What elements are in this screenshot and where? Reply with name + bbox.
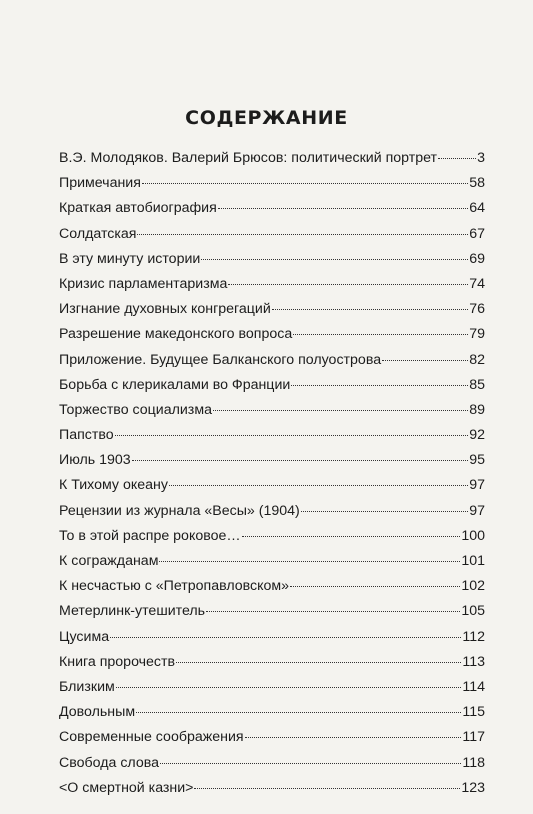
toc-entry-page-number: 97: [469, 502, 485, 519]
toc-entry-page-number: 89: [469, 401, 485, 418]
toc-entry-page-number: 115: [462, 704, 485, 721]
toc-entry: [59, 377, 485, 402]
dot-leader: [115, 435, 469, 436]
dot-leader: [293, 334, 468, 335]
toc-entry-title: Книга пророчеств: [59, 653, 176, 670]
toc-entry-page-number: 102: [461, 578, 485, 595]
toc-entry: [59, 679, 485, 704]
toc-entry-title: К несчастью с «Петропавловском»: [59, 578, 290, 595]
table-of-contents: [59, 150, 485, 805]
dot-leader: [142, 183, 468, 184]
toc-entry-title: В.Э. Молодяков. Валерий Брюсов: политический портрет: [59, 150, 438, 166]
toc-entry: [59, 301, 485, 326]
toc-entry-title: Рецензии из журнала «Весы» (1904): [59, 502, 300, 519]
toc-entry-page-number: 100: [461, 527, 485, 544]
toc-entry-page-number: 69: [469, 250, 485, 267]
toc-entry: [59, 251, 485, 276]
dot-leader: [291, 385, 468, 386]
toc-entry-title: К согражданам: [59, 553, 159, 569]
dot-leader: [169, 485, 468, 486]
toc-entry: [59, 755, 485, 780]
toc-entry-title: Цусима: [59, 628, 110, 645]
toc-entry-title: Примечания: [59, 175, 141, 192]
toc-entry-page-number: 112: [462, 628, 485, 645]
toc-entry-title: Кризис парламентаризма: [59, 275, 228, 292]
toc-entry: [59, 503, 485, 528]
toc-entry-title: То в этой распре роковое…: [59, 527, 241, 544]
dot-leader: [176, 662, 461, 663]
toc-entry-title: Торжество социализма: [59, 401, 212, 418]
toc-entry: [59, 452, 485, 477]
page-title: СОДЕРЖАНИЕ: [185, 107, 348, 129]
toc-entry-title: Июль 1903: [59, 452, 131, 469]
toc-entry-title: Близким: [59, 678, 115, 695]
dot-leader: [382, 360, 468, 361]
toc-entry-page-number: 85: [469, 376, 485, 393]
dot-leader: [132, 460, 469, 461]
dot-leader: [206, 611, 460, 612]
dot-leader: [137, 234, 468, 235]
toc-entry-title: Свобода слова: [59, 754, 160, 771]
dot-leader: [136, 712, 461, 713]
toc-entry-page-number: 82: [469, 351, 485, 368]
toc-entry-page-number: 123: [461, 779, 485, 796]
dot-leader: [218, 208, 468, 209]
toc-entry: [59, 200, 485, 225]
toc-entry: [59, 226, 485, 251]
dot-leader: [201, 259, 468, 260]
toc-entry: [59, 326, 485, 351]
toc-entry-page-number: 58: [469, 175, 485, 192]
toc-entry-page-number: 74: [469, 275, 485, 292]
toc-entry-page-number: 97: [469, 477, 485, 494]
toc-entry: [59, 729, 485, 754]
toc-entry: [59, 528, 485, 553]
dot-leader: [159, 561, 460, 562]
toc-entry-title: В эту минуту истории: [59, 250, 201, 267]
dot-leader: [194, 788, 460, 789]
toc-entry-page-number: 118: [462, 754, 485, 771]
toc-entry-page-number: 67: [469, 225, 485, 242]
toc-entry-title: Современные соображения: [59, 729, 244, 746]
toc-entry: [59, 150, 485, 175]
dot-leader: [245, 737, 462, 738]
toc-entry: [59, 477, 485, 502]
toc-entry: [59, 780, 485, 805]
toc-entry-page-number: 114: [462, 678, 485, 695]
dot-leader: [116, 687, 462, 688]
toc-entry-page-number: 117: [462, 729, 485, 746]
dot-leader: [160, 763, 461, 764]
toc-entry-page-number: 76: [469, 301, 485, 318]
dot-leader: [301, 511, 468, 512]
toc-entry: [59, 578, 485, 603]
toc-entry: [59, 276, 485, 301]
toc-entry-title: <О смертной казни>: [59, 779, 194, 796]
toc-entry-page-number: 92: [469, 427, 485, 444]
toc-entry: [59, 553, 485, 578]
toc-entry-title: К Тихому океану: [59, 477, 168, 494]
toc-entry-page-number: 64: [469, 200, 485, 217]
toc-entry-page-number: 95: [469, 452, 485, 469]
toc-entry: [59, 629, 485, 654]
toc-entry-page-number: 105: [461, 603, 485, 620]
toc-entry-title: Метерлинк-утешитель: [59, 603, 206, 620]
toc-entry: [59, 654, 485, 679]
toc-entry-title: Разрешение македонского вопроса: [59, 326, 293, 343]
dot-leader: [290, 586, 460, 587]
toc-entry: [59, 175, 485, 200]
toc-entry-title: Довольным: [59, 704, 136, 721]
toc-entry-page-number: 113: [462, 653, 485, 670]
toc-entry-title: Краткая автобиография: [59, 200, 217, 217]
toc-entry: [59, 402, 485, 427]
toc-entry-title: Солдатская: [59, 225, 137, 242]
toc-entry-title: Изгнание духовных конгрегаций: [59, 301, 271, 318]
dot-leader: [213, 410, 468, 411]
dot-leader: [242, 536, 461, 537]
toc-entry-title: Борьба с клерикалами во Франции: [59, 376, 291, 393]
toc-entry-title: Приложение. Будущее Балканского полуострова: [59, 351, 382, 368]
dot-leader: [228, 284, 468, 285]
toc-entry: [59, 603, 485, 628]
toc-entry-page-number: 101: [461, 553, 485, 569]
dot-leader: [438, 158, 476, 159]
toc-entry: [59, 352, 485, 377]
toc-entry-title: Папство: [59, 427, 114, 444]
toc-entry: [59, 427, 485, 452]
toc-entry-page-number: 3: [477, 150, 485, 166]
dot-leader: [110, 637, 461, 638]
toc-entry-page-number: 79: [469, 326, 485, 343]
toc-entry: [59, 704, 485, 729]
dot-leader: [272, 309, 468, 310]
